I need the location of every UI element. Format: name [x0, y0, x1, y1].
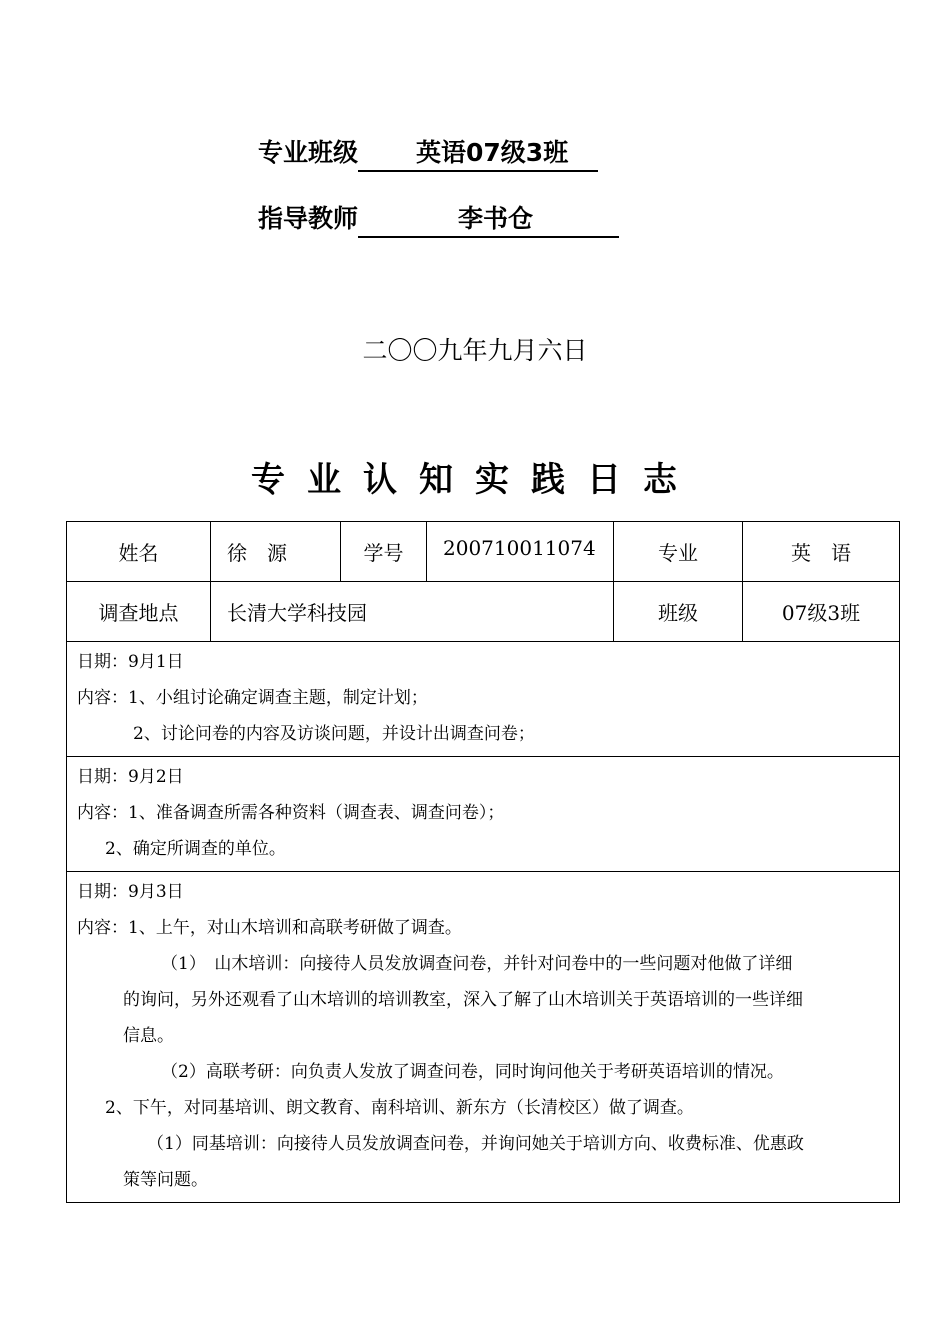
entry-line: 2、确定所调查的单位。 [105, 839, 286, 859]
entry-line: 策等问题。 [123, 1170, 208, 1190]
name-value: 徐 源 [211, 522, 341, 581]
entry-line: 内容：1、上午，对山木培训和高联考研做了调查。 [77, 918, 462, 938]
info-row-1 [67, 522, 899, 582]
log-table [66, 521, 900, 1203]
location-label: 调查地点 [67, 582, 211, 641]
major-value: 英 语 [791, 541, 851, 565]
entry-date: 日期：9月3日 [77, 882, 184, 902]
info-row-2 [67, 582, 899, 642]
cover-date: 二〇〇九年九月六日 [362, 336, 588, 365]
entry-line: （1） 山木培训：向接待人员发放调查问卷，并针对问卷中的一些问题对他做了详细 [161, 954, 793, 974]
entry-line: 内容：1、小组讨论确定调查主题，制定计划； [77, 688, 428, 708]
id-value: 200710011074 [427, 522, 614, 581]
log-entry-2 [67, 757, 899, 872]
log-entry-3 [67, 872, 899, 1202]
entry-line: 2、下午，对同基培训、朗文教育、南科培训、新东方（长清校区）做了调查。 [105, 1098, 694, 1118]
teacher-label: 指导教师 [258, 204, 359, 233]
class-value: 英语07级3班 [358, 136, 598, 172]
page-title: 专业认知实践日志 [251, 460, 699, 500]
location-value: 长清大学科技园 [211, 582, 614, 641]
entry-line: （1）同基培训：向接待人员发放调查问卷，并询问她关于培训方向、收费标准、优惠政 [147, 1134, 804, 1154]
entry-date: 日期：9月1日 [77, 652, 184, 672]
class-label: 专业班级 [258, 138, 359, 167]
entry-line: 的询问，另外还观看了山木培训的培训教室，深入了解了山木培训关于英语培训的一些详细 [123, 990, 803, 1010]
entry-line: 信息。 [123, 1026, 174, 1046]
entry-line: 2、讨论问卷的内容及访谈问题，并设计出调查问卷； [133, 724, 535, 744]
log-entry-1 [67, 642, 899, 757]
entry-line: 内容：1、准备调查所需各种资料（调查表、调查问卷）； [77, 803, 505, 823]
name-label: 姓名 [67, 522, 211, 581]
major-label: 专业 [614, 522, 743, 581]
teacher-value: 李书仓 [358, 202, 619, 238]
entry-date: 日期：9月2日 [77, 767, 184, 787]
class-value-cell: 07级3班 [781, 601, 861, 625]
class-label-cell: 班级 [614, 582, 743, 641]
cover-class-line [258, 136, 598, 172]
id-label: 学号 [341, 522, 427, 581]
entry-line: （2）高联考研：向负责人发放了调查问卷，同时询问他关于考研英语培训的情况。 [161, 1062, 784, 1082]
cover-teacher-line [258, 202, 619, 238]
